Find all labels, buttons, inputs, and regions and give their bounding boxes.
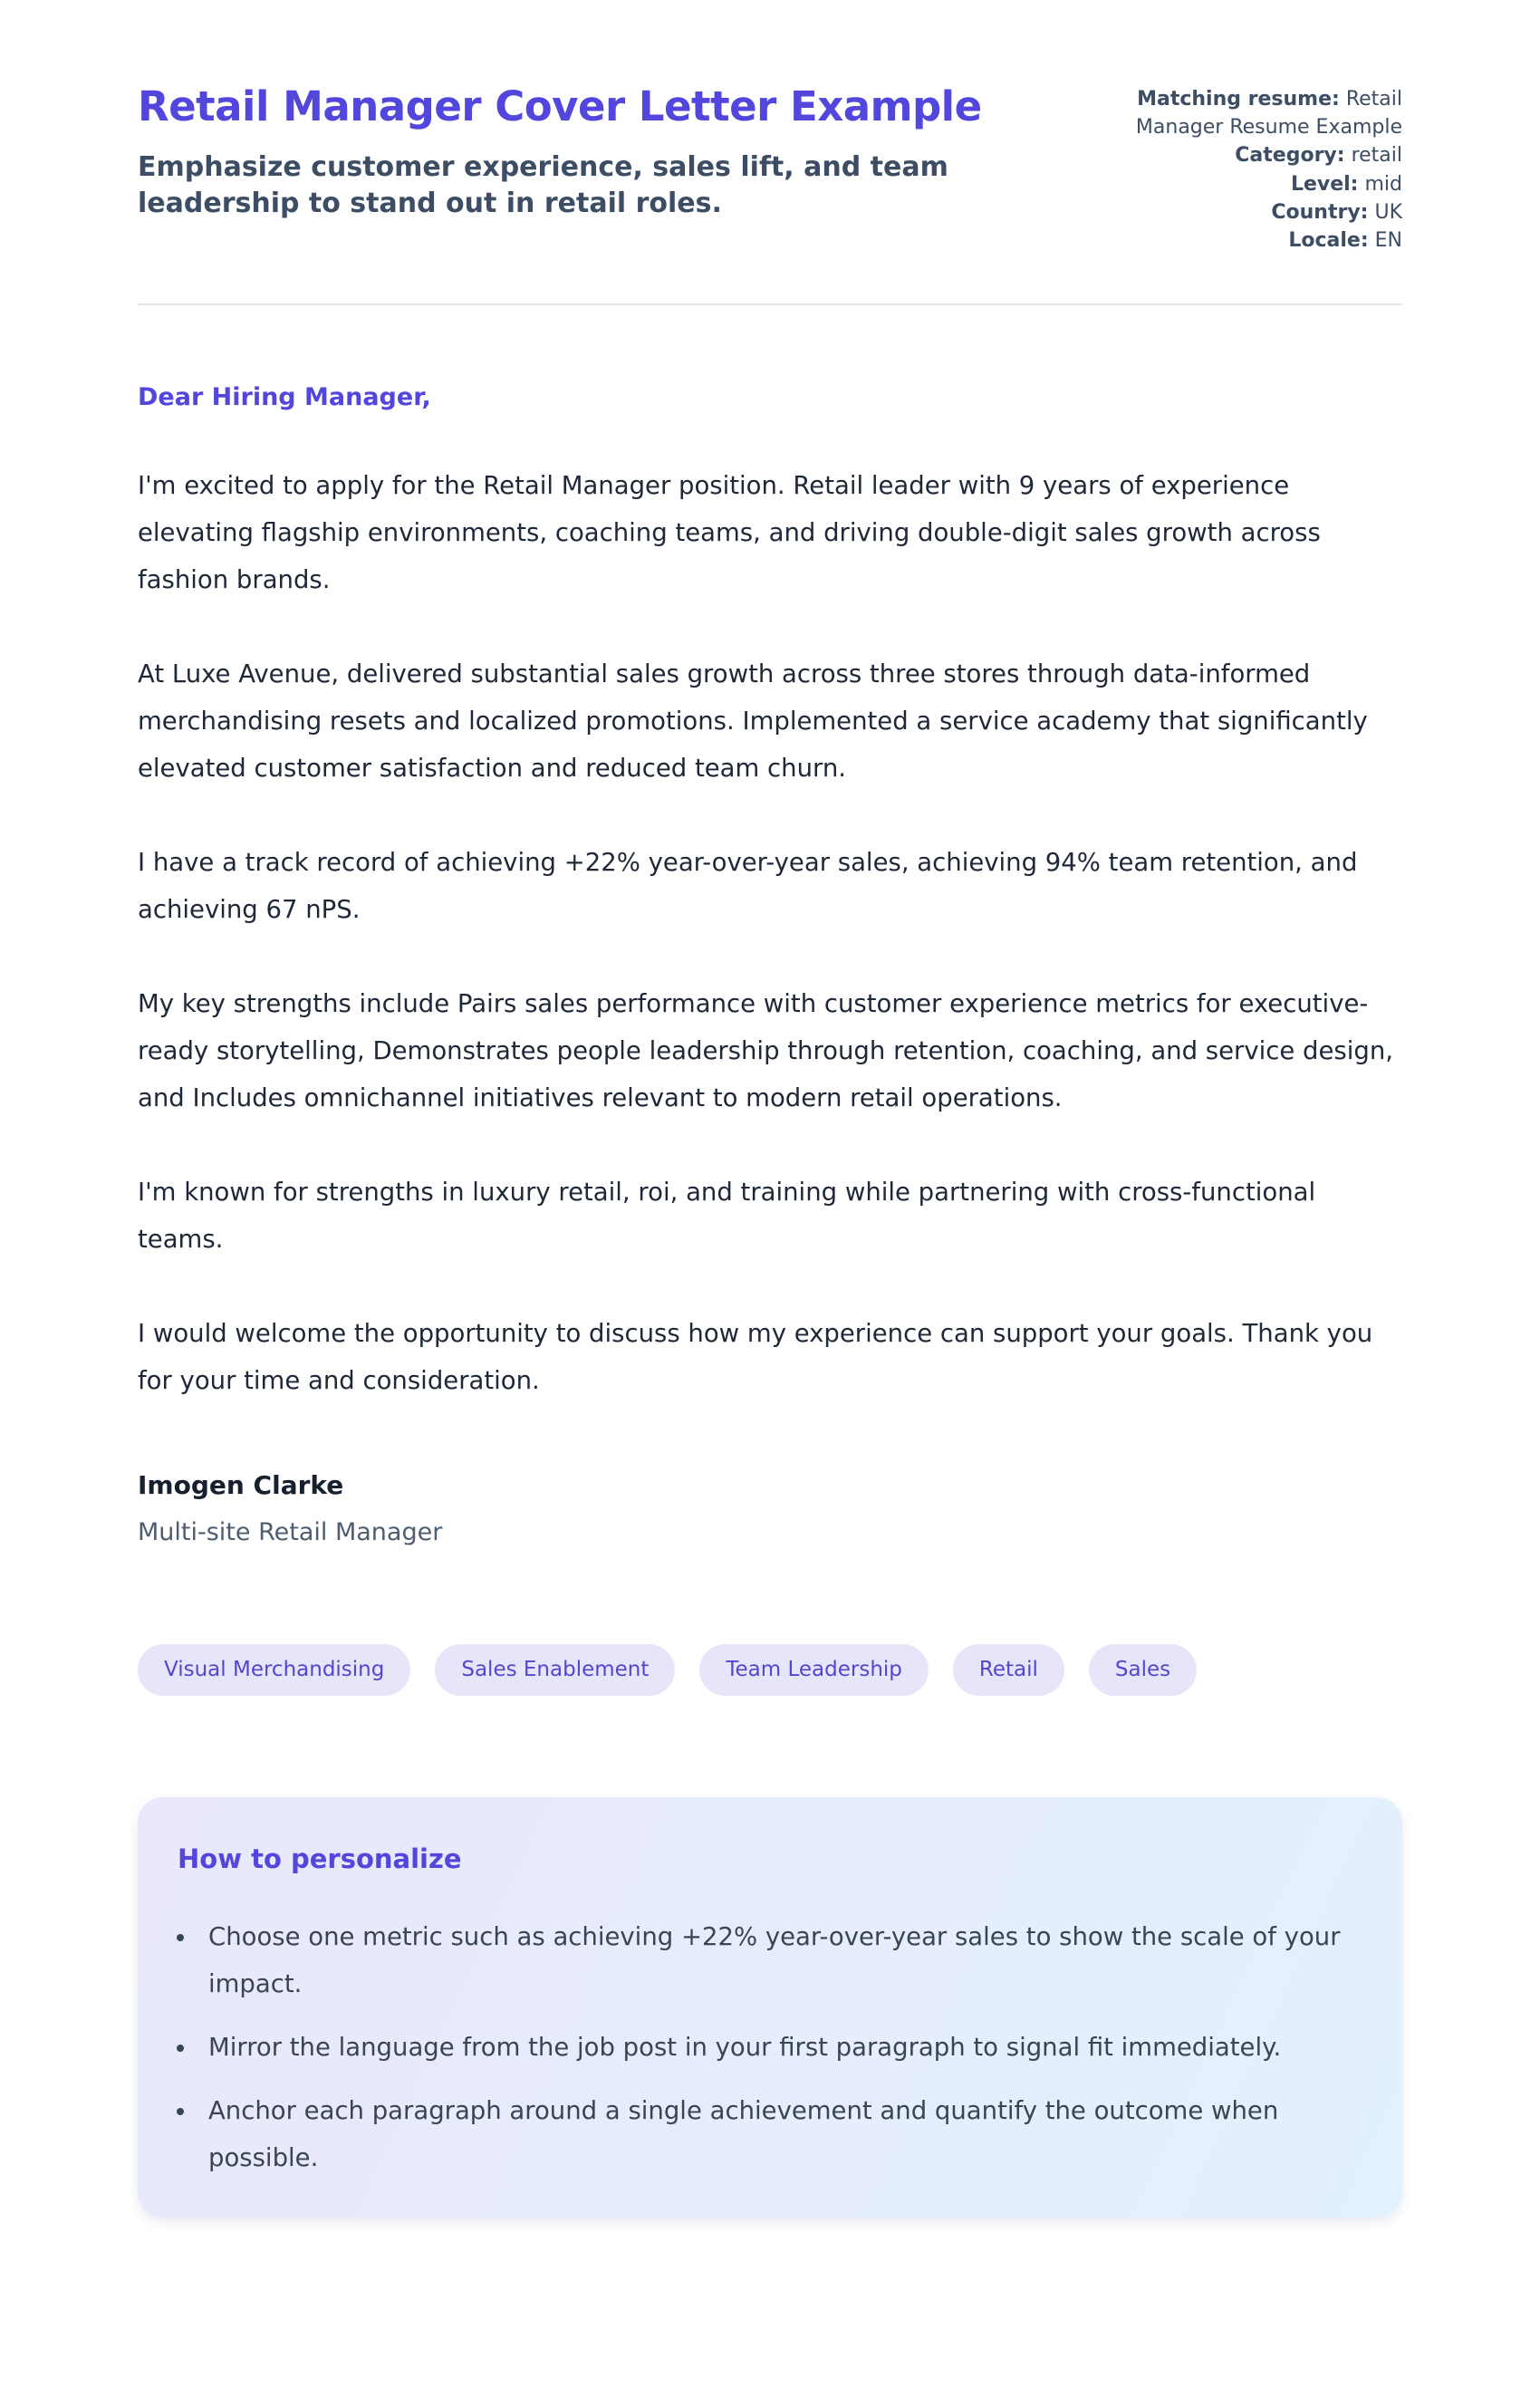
- tag-team-leadership[interactable]: Team Leadership: [699, 1644, 929, 1696]
- signature-name: Imogen Clarke: [138, 1469, 344, 1500]
- meta-locale: [1085, 226, 1402, 255]
- personalize-bullet: • Mirror the language from the job post in your first paragraph to signal fit immediately.: [197, 2024, 1352, 2071]
- how-to-personalize-card: [138, 1797, 1402, 2218]
- meta-value: mid: [1364, 172, 1402, 196]
- tag-list: [138, 1644, 1402, 1696]
- signature-role: Multi-site Retail Manager: [138, 1518, 443, 1547]
- tag-sales[interactable]: Sales: [1089, 1644, 1197, 1696]
- meta-label: Country:: [1271, 200, 1369, 224]
- tag-sales-enablement[interactable]: Sales Enablement: [435, 1644, 675, 1696]
- personalize-list: [178, 1913, 1352, 2181]
- meta-label: Locale:: [1288, 229, 1369, 253]
- personalize-bullet: • Anchor each paragraph around a single achievement and quantify the outcome when possible.: [197, 2087, 1352, 2181]
- tag-retail[interactable]: Retail: [953, 1644, 1064, 1696]
- header-divider: [138, 303, 1402, 305]
- meta-label: Level:: [1290, 172, 1359, 196]
- letter-paragraph: At Luxe Avenue, delivered substantial sales growth across three stores through data-informed merchandising resets and localized promotions. Implemented a service academy that significantly elevated customer satisfaction and reduced team churn.: [138, 659, 1368, 783]
- header-title-block: [138, 80, 1044, 223]
- tag-visual-merchandising[interactable]: Visual Merchandising: [138, 1644, 410, 1696]
- meta-value: retail: [1351, 144, 1402, 168]
- letter-paragraph: I'm excited to apply for the Retail Manager position. Retail leader with 9 years of experience elevating flagship environments, coaching teams, and driving double-digit sales growth across fashion brands.: [138, 470, 1321, 594]
- letter-paragraph: I'm known for strengths in luxury retail, roi, and training while partnering with cross-functional teams.: [138, 1177, 1316, 1254]
- personalize-bullet: • Choose one metric such as achieving +22% year-over-year sales to show the scale of your impact.: [197, 1913, 1352, 2007]
- header: [138, 80, 1402, 255]
- meta-level: [1085, 170, 1402, 198]
- meta-matching-resume: [1085, 85, 1402, 141]
- page-subtitle: Emphasize customer experience, sales lift, and team leadership to stand out in retail roles.: [138, 150, 948, 220]
- meta-value: Retail Manager Resume Example: [1135, 88, 1402, 140]
- letter-paragraph: I would welcome the opportunity to discuss how my experience can support your goals. Thank you for your time and consideration.: [138, 1318, 1373, 1395]
- meta-panel: [1085, 80, 1402, 255]
- meta-label: Category:: [1235, 144, 1345, 168]
- letter-greeting: Dear Hiring Manager,: [138, 383, 431, 412]
- signature-block: [138, 1468, 1402, 1550]
- meta-label: Matching resume:: [1137, 88, 1340, 111]
- letter-paragraph: My key strengths include Pairs sales performance with customer experience metrics for executive-ready storytelling, Demonstrates people leadership through retention, coaching, and service design, and Includes omnichannel initiatives relevant to modern retail operations.: [138, 988, 1394, 1112]
- meta-category: [1085, 141, 1402, 169]
- letter-paragraph: I have a track record of achieving +22% year-over-year sales, achieving 94% team retention, and achieving 67 nPS.: [138, 847, 1358, 924]
- meta-value: UK: [1374, 200, 1402, 224]
- meta-country: [1085, 198, 1402, 226]
- meta-value: EN: [1374, 229, 1402, 253]
- letter-body: [138, 380, 1402, 1549]
- page-title: Retail Manager Cover Letter Example: [138, 82, 982, 130]
- personalize-title: How to personalize: [178, 1843, 462, 1874]
